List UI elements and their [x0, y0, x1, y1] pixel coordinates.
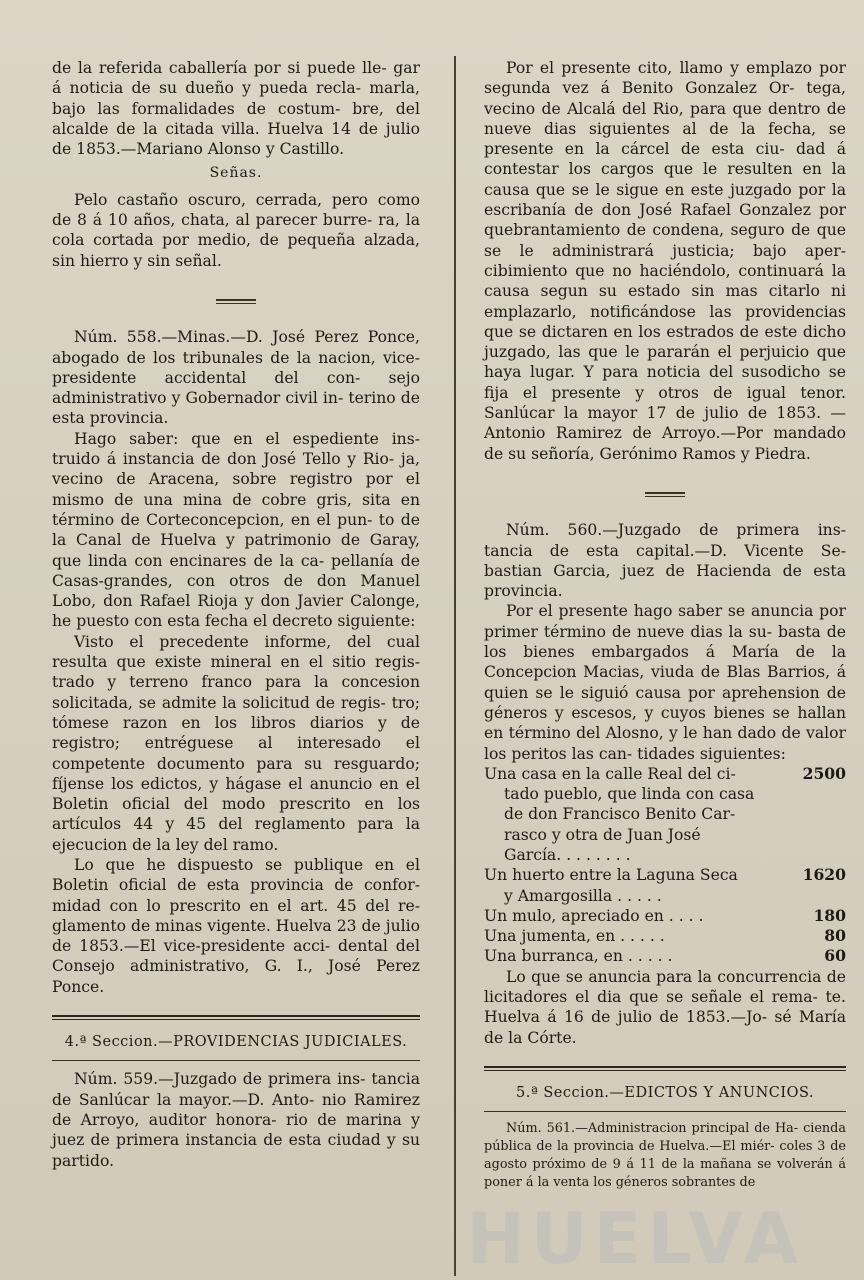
section-5-heading: 5.ª Seccion.—EDICTOS Y ANUNCIOS. — [515, 1084, 815, 1101]
section-4-heading: 4.ª Seccion.—PROVIDENCIAS JUDICIALES. — [64, 1034, 408, 1051]
senas-text: Pelo castaño oscuro, cerrada, pero como de 8 á 10 años, chata, al parecer burre- ra, la cola cortada por medio, de pequeña alzada, sin hierro y sin señal. — [52, 190, 420, 270]
section-underline — [484, 1111, 846, 1112]
left-column — [52, 58, 420, 1171]
auction-item — [484, 764, 846, 865]
right-column — [484, 58, 846, 1192]
notice-558-paragraph-2: Visto el precedente informe, del cual resulta que existe mineral en el sitio regis- trado y terreno franco para la concesion solicitada, se admite la solicitud de regis- tro; tómese razon en los libros diarios y de registro; entréguese al interesado el competente documento para su resguardo; fíjense los edictos, y hágase el anuncio en el Boletin oficial del modo prescrito en los artículos 44 y 45 del reglamento para la ejecucion de la ley del ramo. — [52, 632, 420, 854]
item-label: Un huerto entre la Laguna Seca — [484, 866, 738, 885]
notice-561: Núm. 561.—Administracion principal de Ha- cienda pública de la provincia de Huelva.—El miér- coles 3 de agosto próximo de 9 á 11 de la mañana se volverán á poner á la venta los géneros sobrantes de — [484, 1121, 846, 1191]
item-value: 180 — [813, 905, 846, 925]
column-rule — [454, 56, 456, 1276]
notice-558-heading: Núm. 558.—Minas.—D. José Perez Ponce, abogado de los tribunales de la nacion, vice-presidente accidental del con- sejo administrativo y Gobernador civil in- terino de esta provincia. — [52, 328, 420, 428]
item-label-cont: García. . . . . . . . — [504, 845, 631, 864]
item-label-cont: de don Francisco Benito Car- — [504, 805, 736, 824]
watermark-logo: HUELVA — [466, 1198, 804, 1280]
notice-558-paragraph-3: Lo que he dispuesto se publique en el Boletin oficial de esta provincia de confor- midad con lo prescrito en el art. 45 del re- glamento de minas vigente. Huelva 23 de julio de 1853.—El vice-presidente acci- dental del Consejo administrativo, G. I., José Perez Ponce. — [52, 855, 420, 996]
notice-560-paragraph-2: Lo que se anuncia para la concurrencia de licitadores el dia que se señale el rema- te. Huelva á 16 de julio de 1853.—Jo- sé María de la Córte. — [484, 967, 846, 1047]
auction-item — [484, 865, 846, 906]
item-value: 60 — [824, 946, 846, 966]
notice-559-body: Por el presente cito, llamo y emplazo por segunda vez á Benito Gonzalez Or- tega, vecino de Alcalá del Rio, para que dentro de nueve dias siguientes al de la fecha, se presente en la cárcel de esta ciu- dad á contestar los cargos que le resulten en la causa que se le sigue en este juzgado por la escribanía de don José Rafael Gonzalez por quebrantamiento de condena, seguro de que se le administrará justicia; bajo aper- cibimiento que no haciéndolo, continuará la causa segun su estado sin mas citarlo ni emplazarlo, notificándose las providencias que se dictaren en los estrados de este dicho juzgado, las que le pararán el perjuicio que haya lugar. Y para noticia del susodicho se fija el presente y otros de igual tenor. Sanlúcar la mayor 17 de julio de 1853. —Antonio Ramirez de Arroyo.—Por mandado de su señoría, Gerónimo Ramos y Piedra. — [484, 59, 846, 463]
notice-560-paragraph-1: Por el presente hago saber se anuncia por primer término de nueve dias la su- basta de los bienes embargados á María de la Concepcion Macias, viuda de Blas Barrios, á quien se le siguió causa por aprehension de géneros y escesos, y cuyos bienes se hallan en término del Alosno, y le han dado de valor los peritos las can- tidades siguientes: — [484, 602, 846, 763]
item-label-cont: y Amargosilla . . . . . — [504, 886, 662, 905]
item-value: 1620 — [802, 865, 846, 885]
item-value: 2500 — [802, 763, 846, 783]
item-label: Un mulo, apreciado en . . . . — [484, 906, 704, 925]
item-label: Una jumenta, en . . . . . — [484, 927, 665, 946]
item-label-cont: rasco y otra de Juan José — [504, 825, 701, 844]
auction-items-list — [484, 764, 846, 967]
notice-559-heading: Núm. 559.—Juzgado de primera ins- tancia de Sanlúcar la mayor.—D. Anto- nio Ramirez de Arroyo, auditor honora- rio de marina y juez de primera instancia de esta ciudad y su partido. — [52, 1070, 420, 1170]
item-label: Una casa en la calle Real del ci- — [484, 764, 736, 783]
separator-ornament — [52, 289, 420, 309]
item-label-cont: tado pueblo, que linda con casa — [504, 785, 755, 804]
senas-title: Señas. — [209, 165, 263, 182]
separator-ornament — [484, 482, 846, 502]
section-divider — [52, 1015, 420, 1020]
caballeria-notice-end: de la referida caballería por si puede lle- gar á noticia de su dueño y pueda recla- marla, bajo las formalidades de costum- bre, del alcalde de la citada villa. Huelva 14 de julio de 1853.—Mariano Alonso y Castillo. — [52, 59, 420, 159]
auction-item — [484, 926, 846, 946]
notice-560-heading: Núm. 560.—Juzgado de primera ins- tancia de esta capital.—D. Vicente Se- bastian Garcia, juez de Hacienda de esta provincia. — [484, 521, 846, 601]
item-value: 80 — [824, 926, 846, 946]
notice-558-paragraph-1: Hago saber: que en el espediente ins- truido á instancia de don José Tello y Rio- ja, vecino de Aracena, sobre registro por el mismo de una mina de cobre gris, sita en término de Corteconcepcion, en el pun- to de la Canal de Huelva y patrimonio de Garay, que linda con encinares de la ca- pellanía de Casas-grandes, con otros de don Manuel Lobo, don Rafael Rioja y don Javier Calonge, he puesto con esta fecha el decreto siguiente: — [52, 429, 420, 631]
auction-item — [484, 906, 846, 926]
section-underline — [52, 1060, 420, 1061]
section-divider — [484, 1066, 846, 1071]
auction-item — [484, 946, 846, 966]
item-label: Una burranca, en . . . . . — [484, 947, 673, 966]
